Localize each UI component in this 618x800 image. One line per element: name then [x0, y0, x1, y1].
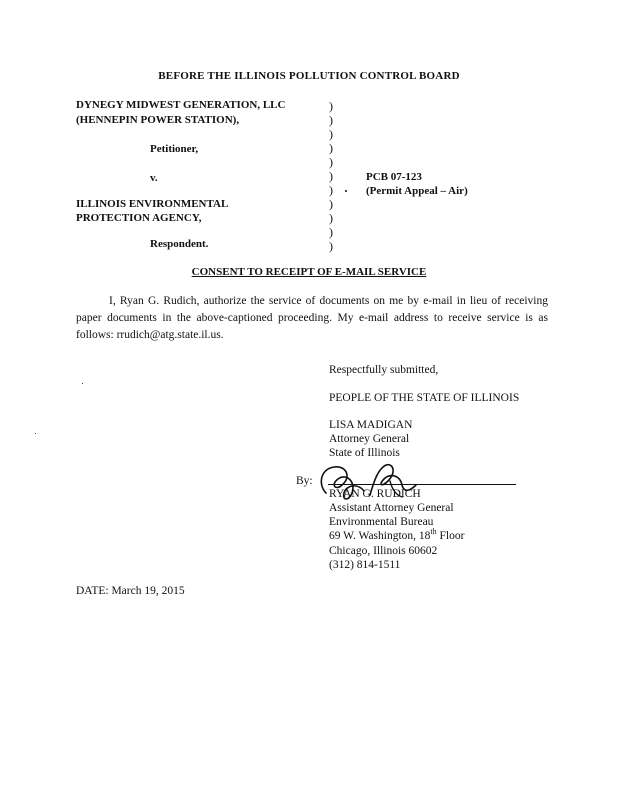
scan-speck	[345, 190, 347, 192]
by-label: By:	[296, 475, 313, 487]
signer-phone: (312) 814-1511	[329, 559, 401, 571]
document-date: DATE: March 19, 2015	[76, 585, 185, 597]
petitioner-role: Petitioner,	[150, 143, 199, 155]
respondent-name-line1: ILLINOIS ENVIRONMENTAL	[76, 198, 229, 210]
petitioner-name-line1: DYNEGY MIDWEST GENERATION, LLC	[76, 99, 286, 111]
document-heading	[0, 266, 618, 278]
caption-paren: )	[329, 239, 333, 253]
signer-title: Assistant Attorney General	[329, 502, 454, 514]
official-name: LISA MADIGAN	[329, 419, 413, 431]
caption-paren: )	[329, 155, 333, 169]
signer-name: RYAN G. RUDICH	[329, 488, 421, 500]
closing-text: Respectfully submitted,	[329, 364, 439, 376]
document-heading-text: CONSENT TO RECEIPT OF E-MAIL SERVICE	[191, 266, 427, 278]
caption-paren: )	[329, 113, 333, 127]
caption-paren: )	[329, 169, 333, 183]
case-type: (Permit Appeal – Air)	[366, 185, 468, 197]
board-title: BEFORE THE ILLINOIS POLLUTION CONTROL BOARD	[158, 70, 460, 82]
address-floor: Floor	[436, 530, 465, 542]
caption-paren: )	[329, 183, 333, 197]
versus-label: v.	[150, 172, 158, 184]
signer-bureau: Environmental Bureau	[329, 516, 434, 528]
caption-paren: )	[329, 211, 333, 225]
signer-city: Chicago, Illinois 60602	[329, 545, 438, 557]
caption-paren: )	[329, 197, 333, 211]
official-state: State of Illinois	[329, 447, 400, 459]
caption-paren: )	[329, 225, 333, 239]
caption-paren: )	[329, 99, 333, 113]
caption-paren: )	[329, 141, 333, 155]
address-ordinal: th	[430, 527, 437, 537]
official-title: Attorney General	[329, 433, 410, 445]
respondent-role: Respondent.	[150, 238, 209, 250]
case-number: PCB 07-123	[366, 171, 422, 183]
scan-speck	[35, 433, 36, 434]
respondent-name-line2: PROTECTION AGENCY,	[76, 212, 202, 224]
consent-paragraph: I, Ryan G. Rudich, authorize the service of documents on me by e-mail in lieu of receiving paper documents in the above-captioned proceeding. My e-mail address to receive service is as follows: rrudich@atg.state.il.us.	[76, 295, 548, 341]
petitioner-name-line2: (HENNEPIN POWER STATION),	[76, 114, 240, 126]
scan-speck	[82, 383, 83, 384]
address-street: 69 W. Washington, 18	[329, 530, 431, 542]
caption-paren: )	[329, 127, 333, 141]
signer-address	[329, 529, 464, 544]
party-name: PEOPLE OF THE STATE OF ILLINOIS	[329, 392, 520, 404]
